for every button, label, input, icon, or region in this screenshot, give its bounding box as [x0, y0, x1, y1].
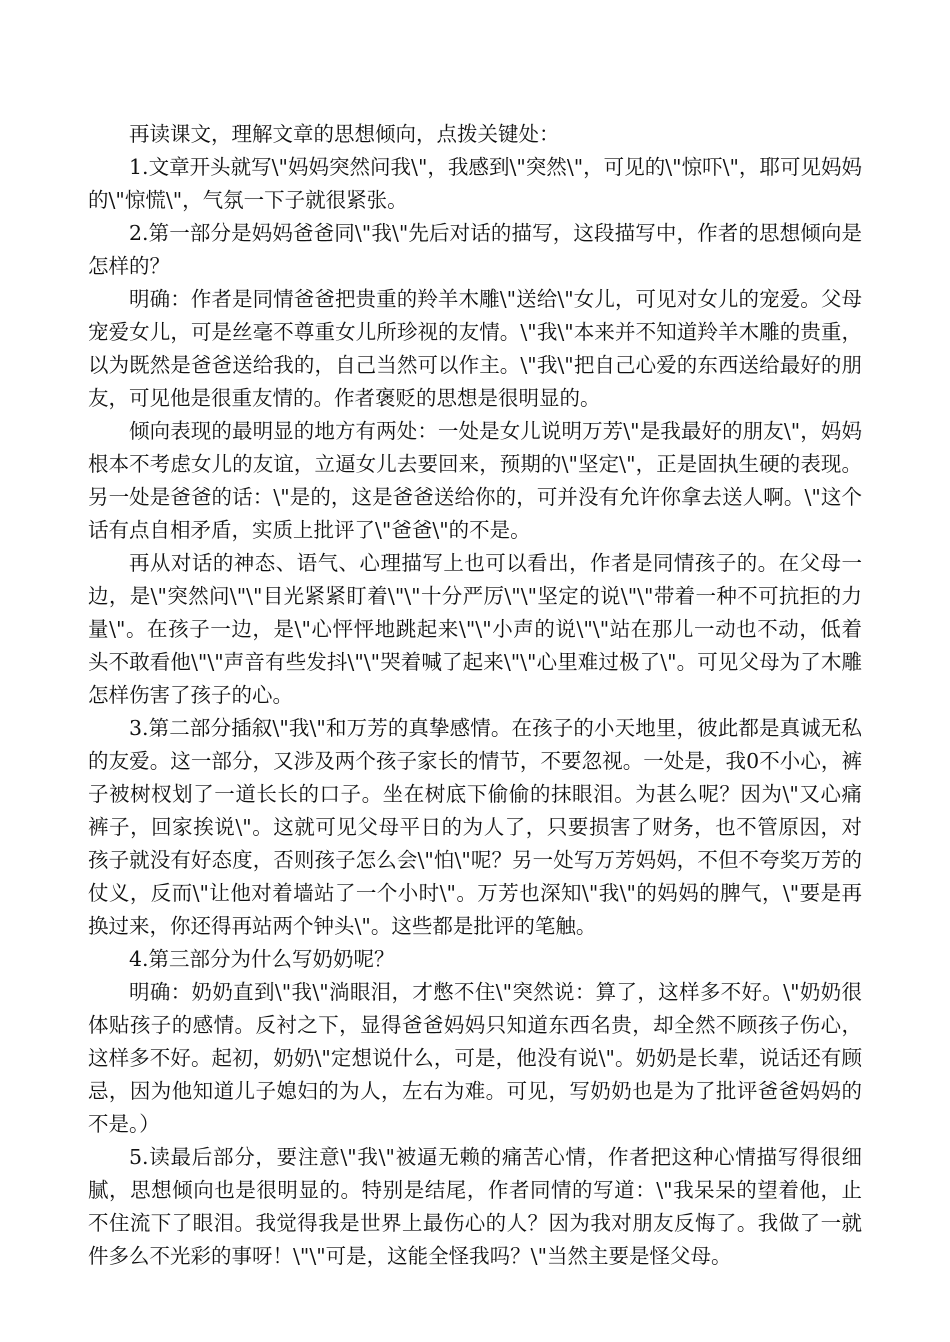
paragraph-dialogue-analysis: 再从对话的神态、语气、心理描写上也可以看出，作者是同情孩子的。在父母一边，是\"突然问\"\"目光紧紧盯着\"\"十分严厉\"\"坚定的说\"\"带着一种不可抗拒的力量\"。在孩子一边，是\"心怦怦地跳起来\"\"小声的说\"\"站在那儿一动也不动，低着头不敢看他\"\"声音有些发抖\"\"哭着喊了起来\"\"心里难过极了\"。可见父母为了木雕怎样伤害了孩子的心。	[88, 551, 862, 707]
document-body	[88, 118, 862, 1273]
paragraph-point-1: 1.文章开头就写\"妈妈突然问我\"，我感到\"突然\"，可见的\"惊吓\"，耶可见妈妈的\"惊慌\"，气氛一下子就很紧张。	[88, 155, 862, 212]
paragraph-answer-2: 明确：作者是同情爸爸把贵重的羚羊木雕\"送给\"女儿，可见对女儿的宠爱。父母宠爱女儿，可是丝毫不尊重女儿所珍视的友情。\"我\"本来并不知道羚羊木雕的贵重，以为既然是爸爸送给我的，自己当然可以作主。\"我\"把自己心爱的东西送给最好的朋友，可见他是很重友情的。作者褒贬的思想是很明显的。	[88, 287, 862, 410]
paragraph-point-4: 4.第三部分为什么写奶奶呢？	[129, 947, 395, 971]
paragraph-tendency: 倾向表现的最明显的地方有两处：一处是女儿说明万芳\"是我最好的朋友\"，妈妈根本不考虑女儿的友谊，立逼女儿去要回来，预期的\"坚定\"，正是固执生硬的表现。另一处是爸爸的话：\"是的，这是爸爸送给你的，可并没有允许你拿去送人啊。\"这个话有点自相矛盾，实质上批评了\"爸爸\"的不是。	[88, 419, 862, 542]
paragraph-point-3: 3.第二部分插叙\"我\"和万芳的真挚感情。在孩子的小天地里，彼此都是真诚无私的友爱。这一部分，又涉及两个孩子家长的情节，不要忽视。一处是，我0不小心，裤子被树杈划了一道长长的口子。坐在树底下偷偷的抹眼泪。为甚么呢？因为\"又心痛裤子，回家挨说\"。这就可见父母平日的为人了，只要损害了财务，也不管原因，对孩子就没有好态度，否则孩子怎么会\"怕\"呢？另一处写万芳妈妈，不但不夸奖万芳的仗义，反而\"让他对着墙站了一个小时\"。万芳也深知\"我\"的妈妈的脾气，\"要是再换过来，你还得再站两个钟头\"。这些都是批评的笔触。	[88, 716, 862, 938]
paragraph-point-5: 5.读最后部分，要注意\"我\"被逼无赖的痛苦心情，作者把这种心情描写得很细腻，思想倾向也是很明显的。特别是结尾，作者同情的写道：\"我呆呆的望着他，止不住流下了眼泪。我觉得我是世界上最伤心的人？因为我对朋友反悔了。我做了一就件多么不光彩的事呀！\"\"可是，这能全怪我吗？\"当然主要是怪父母。	[88, 1145, 862, 1268]
paragraph-intro: 再读课文，理解文章的思想倾向，点拨关键处：	[129, 122, 560, 146]
paragraph-answer-4: 明确：奶奶直到\"我\"淌眼泪，才憋不住\"突然说：算了，这样多不好。\"奶奶很体贴孩子的感情。反衬之下，显得爸爸妈妈只知道东西名贵，却全然不顾孩子伤心，这样多不好。起初，奶奶\"定想说什么，可是，他没有说\"。奶奶是长辈，说话还有顾忌，因为他知道儿子媳妇的为人，左右为难。可见，写奶奶也是为了批评爸爸妈妈的不是。）	[88, 980, 862, 1136]
paragraph-point-2: 2.第一部分是妈妈爸爸同\"我\"先后对话的描写，这段描写中，作者的思想倾向是怎样的？	[88, 221, 862, 278]
